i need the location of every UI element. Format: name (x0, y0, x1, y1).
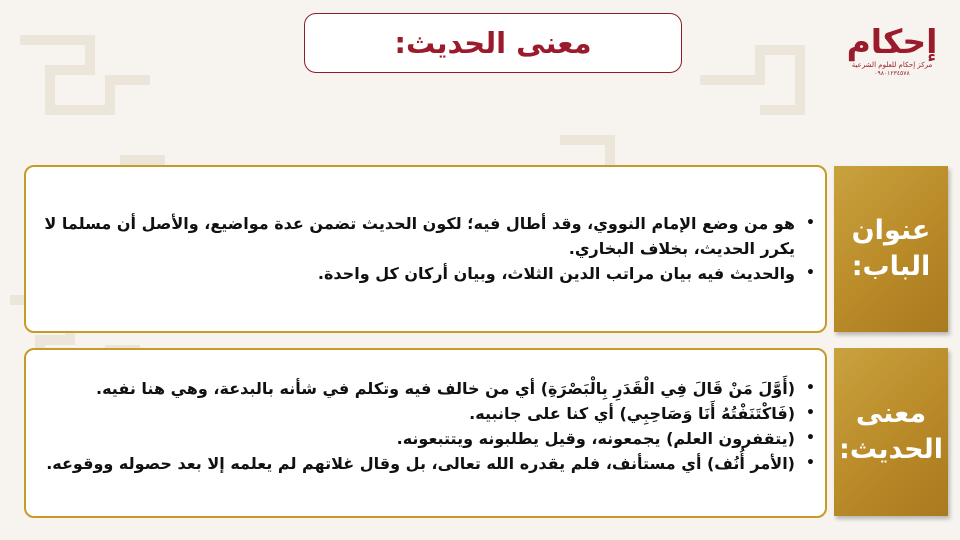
bullet-icon: • (806, 430, 815, 446)
list-item (32, 376, 817, 401)
section-1-points (32, 211, 817, 286)
bullet-icon: • (806, 215, 815, 231)
section-1-label: عنوان الباب: (851, 215, 931, 282)
point-text: والحديث فيه بيان مراتب الدين الثلاث، وبيان أركان كل واحدة. (317, 264, 795, 283)
logo-subtitle: مركز إحكام للعلوم الشرعية (851, 61, 933, 69)
list-item (32, 451, 817, 476)
point-text: (فَاكْتَنَفْتُهُ أَنَا وَصَاحِبِي) أي كنا على جانبيه. (469, 404, 795, 423)
point-text: هو من وضع الإمام النووي، وقد أطال فيه؛ لكون الحديث تضمن عدة مواضيع، والأصل أن مسلما لا يكرر الحديث، بخلاف البخاري. (44, 214, 795, 258)
section-1-label-box (834, 166, 948, 332)
point-text: (يتقفرون العلم) يجمعونه، وقيل يطلبونه ويتتبعونه. (396, 429, 795, 448)
section-2-panel (24, 348, 827, 518)
bullet-icon: • (806, 380, 815, 396)
bullet-icon: • (806, 265, 815, 281)
section-2-points (32, 376, 817, 476)
section-2-label: معنى الحديث: (839, 398, 943, 465)
point-text: (أَوَّلَ مَنْ قَالَ فِي الْقَدَرِ بِالْبَصْرَةِ) أي من خالف فيه وتكلم في شأنه بالبدعة، وهي هنا نفيه. (96, 379, 795, 398)
list-item (32, 261, 817, 286)
logo-number: ٠٩٨٠١٢٣٤٥٧٨ (874, 70, 910, 77)
section-1-panel (24, 165, 827, 333)
title-box (304, 13, 682, 73)
point-text: (الأمر أُنُف) أي مستأنف، فلم يقدره الله تعالى، بل وقال غلاتهم لم يعلمه إلا بعد حصوله ووقوعه. (46, 454, 795, 473)
section-2-label-box (834, 348, 948, 516)
logo-name: إحكام (846, 22, 938, 61)
list-item (32, 426, 817, 451)
bullet-icon: • (806, 405, 815, 421)
page-title: معنى الحديث: (394, 26, 592, 60)
list-item (32, 211, 817, 261)
logo (846, 24, 938, 96)
list-item (32, 401, 817, 426)
bullet-icon: • (806, 455, 815, 471)
